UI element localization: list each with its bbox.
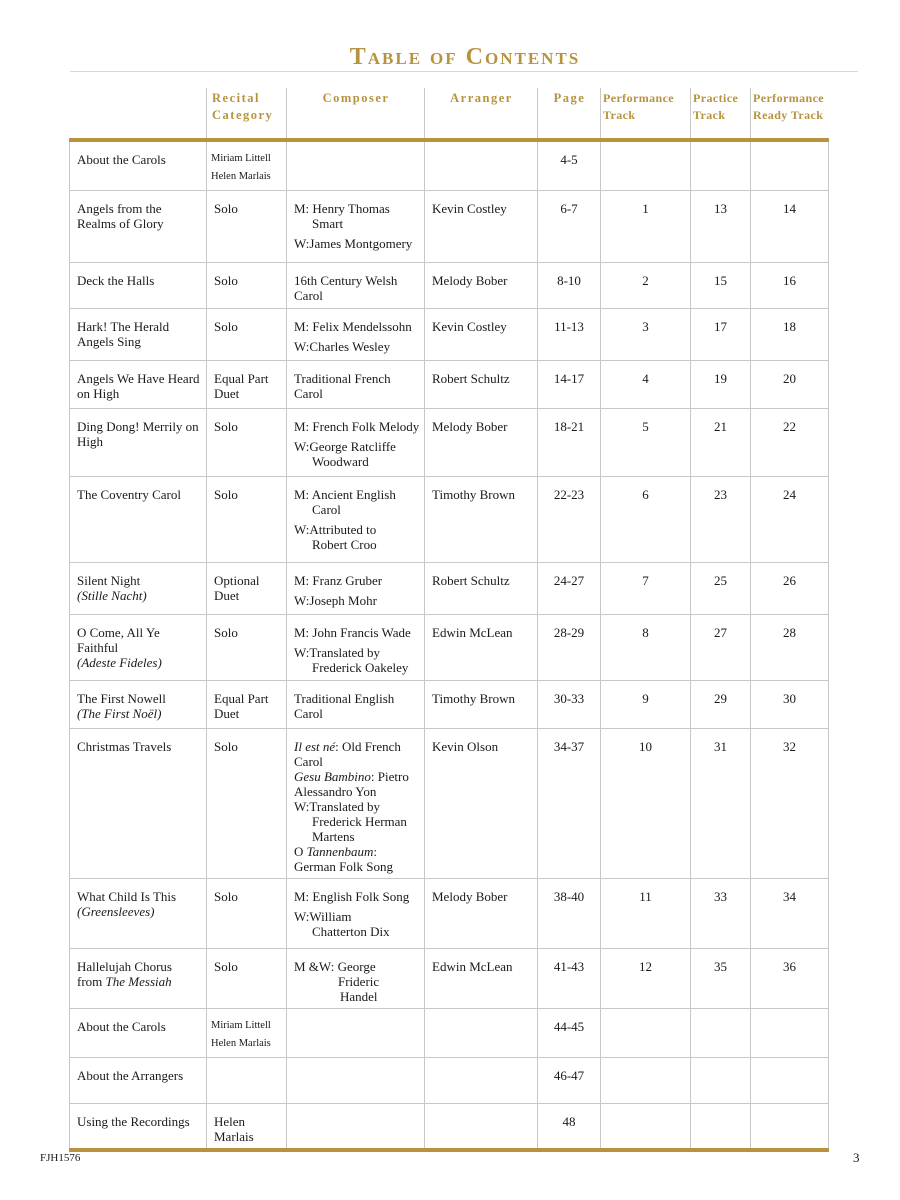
page-cell: 14-17 bbox=[538, 361, 601, 409]
composer-cell bbox=[287, 477, 425, 563]
header-row bbox=[70, 88, 829, 140]
practice-track-cell: 13 bbox=[691, 191, 751, 263]
practice-track-cell: 31 bbox=[691, 729, 751, 879]
table-row bbox=[70, 191, 829, 263]
arranger-cell: Edwin McLean bbox=[425, 949, 538, 1009]
performance-track-cell bbox=[601, 1009, 691, 1058]
header-recital-category: Recital Category bbox=[207, 88, 287, 140]
table-row bbox=[70, 729, 829, 879]
performance-track-cell bbox=[601, 1104, 691, 1151]
title-cell bbox=[70, 879, 207, 949]
arranger-cell: Melody Bober bbox=[425, 263, 538, 309]
composer-line: M: Henry Thomas bbox=[294, 201, 390, 216]
composer-line: W:Attributed to bbox=[294, 522, 377, 537]
practice-track-cell: 33 bbox=[691, 879, 751, 949]
practice-track-cell: 27 bbox=[691, 615, 751, 681]
arranger-cell: Timothy Brown bbox=[425, 681, 538, 729]
table-row bbox=[70, 563, 829, 615]
table-row bbox=[70, 1058, 829, 1104]
ready-track-cell: 32 bbox=[751, 729, 829, 879]
practice-track-cell bbox=[691, 1058, 751, 1104]
ready-track-cell: 26 bbox=[751, 563, 829, 615]
title-italic: The Messiah bbox=[105, 974, 172, 989]
performance-track-cell: 9 bbox=[601, 681, 691, 729]
arranger-cell: Melody Bober bbox=[425, 409, 538, 477]
composer-cell bbox=[287, 409, 425, 477]
page-cell: 38-40 bbox=[538, 879, 601, 949]
performance-track-cell: 6 bbox=[601, 477, 691, 563]
performance-track-cell: 2 bbox=[601, 263, 691, 309]
page-cell: 34-37 bbox=[538, 729, 601, 879]
practice-track-cell: 23 bbox=[691, 477, 751, 563]
arranger-cell: Kevin Olson bbox=[425, 729, 538, 879]
table-row bbox=[70, 140, 829, 191]
arranger-cell: Kevin Costley bbox=[425, 309, 538, 361]
title-cell bbox=[70, 563, 207, 615]
table-row bbox=[70, 361, 829, 409]
composer-cell bbox=[287, 879, 425, 949]
composer-cell: 16th Century Welsh Carol bbox=[287, 263, 425, 309]
page-cell: 48 bbox=[538, 1104, 601, 1151]
composer-line: W:Translated by bbox=[294, 645, 381, 660]
title-divider bbox=[70, 71, 858, 72]
composer-line: W:Translated by bbox=[294, 799, 381, 814]
performance-track-cell: 5 bbox=[601, 409, 691, 477]
composer-line: Robert Croo bbox=[312, 537, 377, 552]
table-row bbox=[70, 409, 829, 477]
song-title: O Come, All Ye Faithful bbox=[77, 625, 160, 655]
composer-line bbox=[294, 844, 420, 874]
page-title: Table of Contents bbox=[349, 44, 581, 70]
composer-cell bbox=[287, 563, 425, 615]
performance-track-cell: 8 bbox=[601, 615, 691, 681]
composer-line: W:James Montgomery bbox=[294, 236, 413, 251]
page-cell: 8-10 bbox=[538, 263, 601, 309]
practice-track-cell: 19 bbox=[691, 361, 751, 409]
ready-track-cell: 14 bbox=[751, 191, 829, 263]
ready-track-cell: 30 bbox=[751, 681, 829, 729]
composer-text: : Pietro Alessandro Yon bbox=[294, 769, 409, 799]
practice-track-cell: 21 bbox=[691, 409, 751, 477]
category-cell: Solo bbox=[207, 309, 287, 361]
category-line: Miriam Littell bbox=[211, 1020, 271, 1031]
composer-cell bbox=[287, 1009, 425, 1058]
composer-line: Frideric bbox=[338, 974, 380, 989]
composer-line: Chatterton Dix bbox=[312, 924, 390, 939]
title-cell: About the Arrangers bbox=[70, 1058, 207, 1104]
title-cell: About the Carols bbox=[70, 140, 207, 191]
title-cell: Angels We Have Heard on High bbox=[70, 361, 207, 409]
category-line: Helen Marlais bbox=[211, 171, 271, 182]
contents-table bbox=[69, 88, 829, 1152]
ready-track-cell bbox=[751, 1058, 829, 1104]
table-row bbox=[70, 681, 829, 729]
ready-track-cell bbox=[751, 140, 829, 191]
ready-track-cell: 20 bbox=[751, 361, 829, 409]
category-cell bbox=[207, 1058, 287, 1104]
arranger-cell: Kevin Costley bbox=[425, 191, 538, 263]
composer-cell bbox=[287, 1104, 425, 1151]
practice-track-cell: 29 bbox=[691, 681, 751, 729]
title-cell: Using the Recordings bbox=[70, 1104, 207, 1151]
composer-cell bbox=[287, 140, 425, 191]
table-row bbox=[70, 879, 829, 949]
ready-track-cell: 24 bbox=[751, 477, 829, 563]
header-practice-track: Practice Track bbox=[691, 88, 751, 140]
performance-track-cell bbox=[601, 140, 691, 191]
composer-line: W:Charles Wesley bbox=[294, 339, 391, 354]
ready-track-cell bbox=[751, 1104, 829, 1151]
arranger-cell: Robert Schultz bbox=[425, 361, 538, 409]
composer-line bbox=[294, 769, 420, 799]
page-cell: 46-47 bbox=[538, 1058, 601, 1104]
table-row bbox=[70, 309, 829, 361]
title-cell: Christmas Travels bbox=[70, 729, 207, 879]
performance-track-cell: 1 bbox=[601, 191, 691, 263]
performance-track-cell: 7 bbox=[601, 563, 691, 615]
category-line: Miriam Littell bbox=[211, 153, 271, 164]
practice-track-cell bbox=[691, 1104, 751, 1151]
page-cell: 28-29 bbox=[538, 615, 601, 681]
song-subtitle: (Adeste Fideles) bbox=[77, 655, 162, 670]
title-cell: Angels from the Realms of Glory bbox=[70, 191, 207, 263]
composer-line: Frederick Oakeley bbox=[312, 660, 409, 675]
table-row bbox=[70, 1104, 829, 1151]
category-cell: Solo bbox=[207, 409, 287, 477]
ready-track-cell: 36 bbox=[751, 949, 829, 1009]
arranger-cell: Melody Bober bbox=[425, 879, 538, 949]
practice-track-cell: 35 bbox=[691, 949, 751, 1009]
title-cell: The Coventry Carol bbox=[70, 477, 207, 563]
category-cell: Solo bbox=[207, 729, 287, 879]
page-cell: 30-33 bbox=[538, 681, 601, 729]
title-cell bbox=[70, 681, 207, 729]
category-cell: Solo bbox=[207, 879, 287, 949]
composer-cell: Traditional English Carol bbox=[287, 681, 425, 729]
title-cell: Ding Dong! Merrily on High bbox=[70, 409, 207, 477]
composer-line: M: Franz Gruber bbox=[294, 573, 383, 588]
performance-track-cell: 12 bbox=[601, 949, 691, 1009]
ready-track-cell: 28 bbox=[751, 615, 829, 681]
category-cell: Optional Duet bbox=[207, 563, 287, 615]
composer-line: W:Joseph Mohr bbox=[294, 593, 377, 608]
header-arranger: Arranger bbox=[425, 88, 538, 140]
table-row bbox=[70, 949, 829, 1009]
piece-name: Il est né bbox=[294, 739, 336, 754]
arranger-cell bbox=[425, 1104, 538, 1151]
performance-track-cell: 11 bbox=[601, 879, 691, 949]
practice-track-cell: 15 bbox=[691, 263, 751, 309]
footer-code: FJH1576 bbox=[40, 1152, 81, 1164]
category-line: Helen Marlais bbox=[211, 1038, 271, 1049]
title-cell: Hark! The Herald Angels Sing bbox=[70, 309, 207, 361]
arranger-cell bbox=[425, 1009, 538, 1058]
title-text: from bbox=[77, 974, 106, 989]
ready-track-cell: 22 bbox=[751, 409, 829, 477]
arranger-cell bbox=[425, 140, 538, 191]
category-cell: Solo bbox=[207, 191, 287, 263]
performance-track-cell bbox=[601, 1058, 691, 1104]
composer-line bbox=[294, 739, 420, 769]
category-cell: Solo bbox=[207, 263, 287, 309]
composer-cell: Traditional French Carol bbox=[287, 361, 425, 409]
composer-line: Frederick Herman Martens bbox=[312, 814, 407, 844]
title-cell bbox=[70, 949, 207, 1009]
composer-line: Handel bbox=[340, 989, 378, 1004]
title-cell: Deck the Halls bbox=[70, 263, 207, 309]
table-row bbox=[70, 1009, 829, 1058]
composer-line: M &W: George bbox=[294, 959, 376, 974]
composer-cell bbox=[287, 309, 425, 361]
piece-name: Tannenbaum bbox=[306, 844, 374, 859]
composer-line: M: English Folk Song bbox=[294, 889, 410, 904]
table-row bbox=[70, 477, 829, 563]
song-title bbox=[77, 974, 202, 989]
song-title: What Child Is This bbox=[77, 889, 177, 904]
piece-name: Gesu Bambino bbox=[294, 769, 371, 784]
category-cell: Helen Marlais bbox=[207, 1104, 287, 1151]
song-title: Hallelujah Chorus bbox=[77, 959, 172, 974]
category-cell bbox=[207, 1009, 287, 1058]
page-cell: 11-13 bbox=[538, 309, 601, 361]
composer-cell bbox=[287, 1058, 425, 1104]
song-subtitle: (Stille Nacht) bbox=[77, 588, 147, 603]
song-title: The First Nowell bbox=[77, 691, 166, 706]
category-cell: Equal Part Duet bbox=[207, 361, 287, 409]
title-cell: About the Carols bbox=[70, 1009, 207, 1058]
page-cell: 22-23 bbox=[538, 477, 601, 563]
page-cell: 4-5 bbox=[538, 140, 601, 191]
page-cell: 44-45 bbox=[538, 1009, 601, 1058]
composer-line: Smart bbox=[312, 216, 344, 231]
ready-track-cell: 18 bbox=[751, 309, 829, 361]
composer-cell bbox=[287, 729, 425, 879]
composer-line: W:George Ratcliffe bbox=[294, 439, 396, 454]
table-row bbox=[70, 263, 829, 309]
composer-cell bbox=[287, 191, 425, 263]
song-subtitle: (The First Noël) bbox=[77, 706, 162, 721]
category-cell: Solo bbox=[207, 949, 287, 1009]
performance-track-cell: 4 bbox=[601, 361, 691, 409]
ready-track-cell bbox=[751, 1009, 829, 1058]
category-cell: Solo bbox=[207, 615, 287, 681]
composer-cell bbox=[287, 949, 425, 1009]
page-cell: 24-27 bbox=[538, 563, 601, 615]
page-number: 3 bbox=[853, 1150, 860, 1165]
ready-track-cell: 34 bbox=[751, 879, 829, 949]
composer-text: : German Folk Song bbox=[294, 844, 393, 874]
header-blank bbox=[70, 88, 207, 140]
table-row bbox=[70, 615, 829, 681]
arranger-cell bbox=[425, 1058, 538, 1104]
composer-cell bbox=[287, 615, 425, 681]
performance-track-cell: 3 bbox=[601, 309, 691, 361]
practice-track-cell: 17 bbox=[691, 309, 751, 361]
title-cell bbox=[70, 615, 207, 681]
composer-line: Carol bbox=[312, 502, 341, 517]
composer-line: M: John Francis Wade bbox=[294, 625, 411, 640]
page-cell: 6-7 bbox=[538, 191, 601, 263]
composer-line: M: Felix Mendelssohn bbox=[294, 319, 412, 334]
header-composer: Composer bbox=[287, 88, 425, 140]
category-cell bbox=[207, 140, 287, 191]
practice-track-cell: 25 bbox=[691, 563, 751, 615]
page-cell: 18-21 bbox=[538, 409, 601, 477]
header-page: Page bbox=[538, 88, 601, 140]
page-cell: 41-43 bbox=[538, 949, 601, 1009]
ready-track-cell: 16 bbox=[751, 263, 829, 309]
header-performance-track: Performance Track bbox=[601, 88, 691, 140]
song-title: Silent Night bbox=[77, 573, 141, 588]
arranger-cell: Edwin McLean bbox=[425, 615, 538, 681]
category-cell: Solo bbox=[207, 477, 287, 563]
composer-text: : Old French Carol bbox=[294, 739, 401, 769]
arranger-cell: Robert Schultz bbox=[425, 563, 538, 615]
category-cell: Equal Part Duet bbox=[207, 681, 287, 729]
performance-track-cell: 10 bbox=[601, 729, 691, 879]
composer-text: O bbox=[294, 844, 307, 859]
arranger-cell: Timothy Brown bbox=[425, 477, 538, 563]
practice-track-cell bbox=[691, 140, 751, 191]
composer-line: Woodward bbox=[312, 454, 369, 469]
song-subtitle: (Greensleeves) bbox=[77, 904, 155, 919]
composer-line: W:William bbox=[294, 909, 352, 924]
composer-line: M: French Folk Melody bbox=[294, 419, 420, 434]
header-performance-ready-track: Performance Ready Track bbox=[751, 88, 829, 140]
composer-line: M: Ancient English bbox=[294, 487, 396, 502]
practice-track-cell bbox=[691, 1009, 751, 1058]
